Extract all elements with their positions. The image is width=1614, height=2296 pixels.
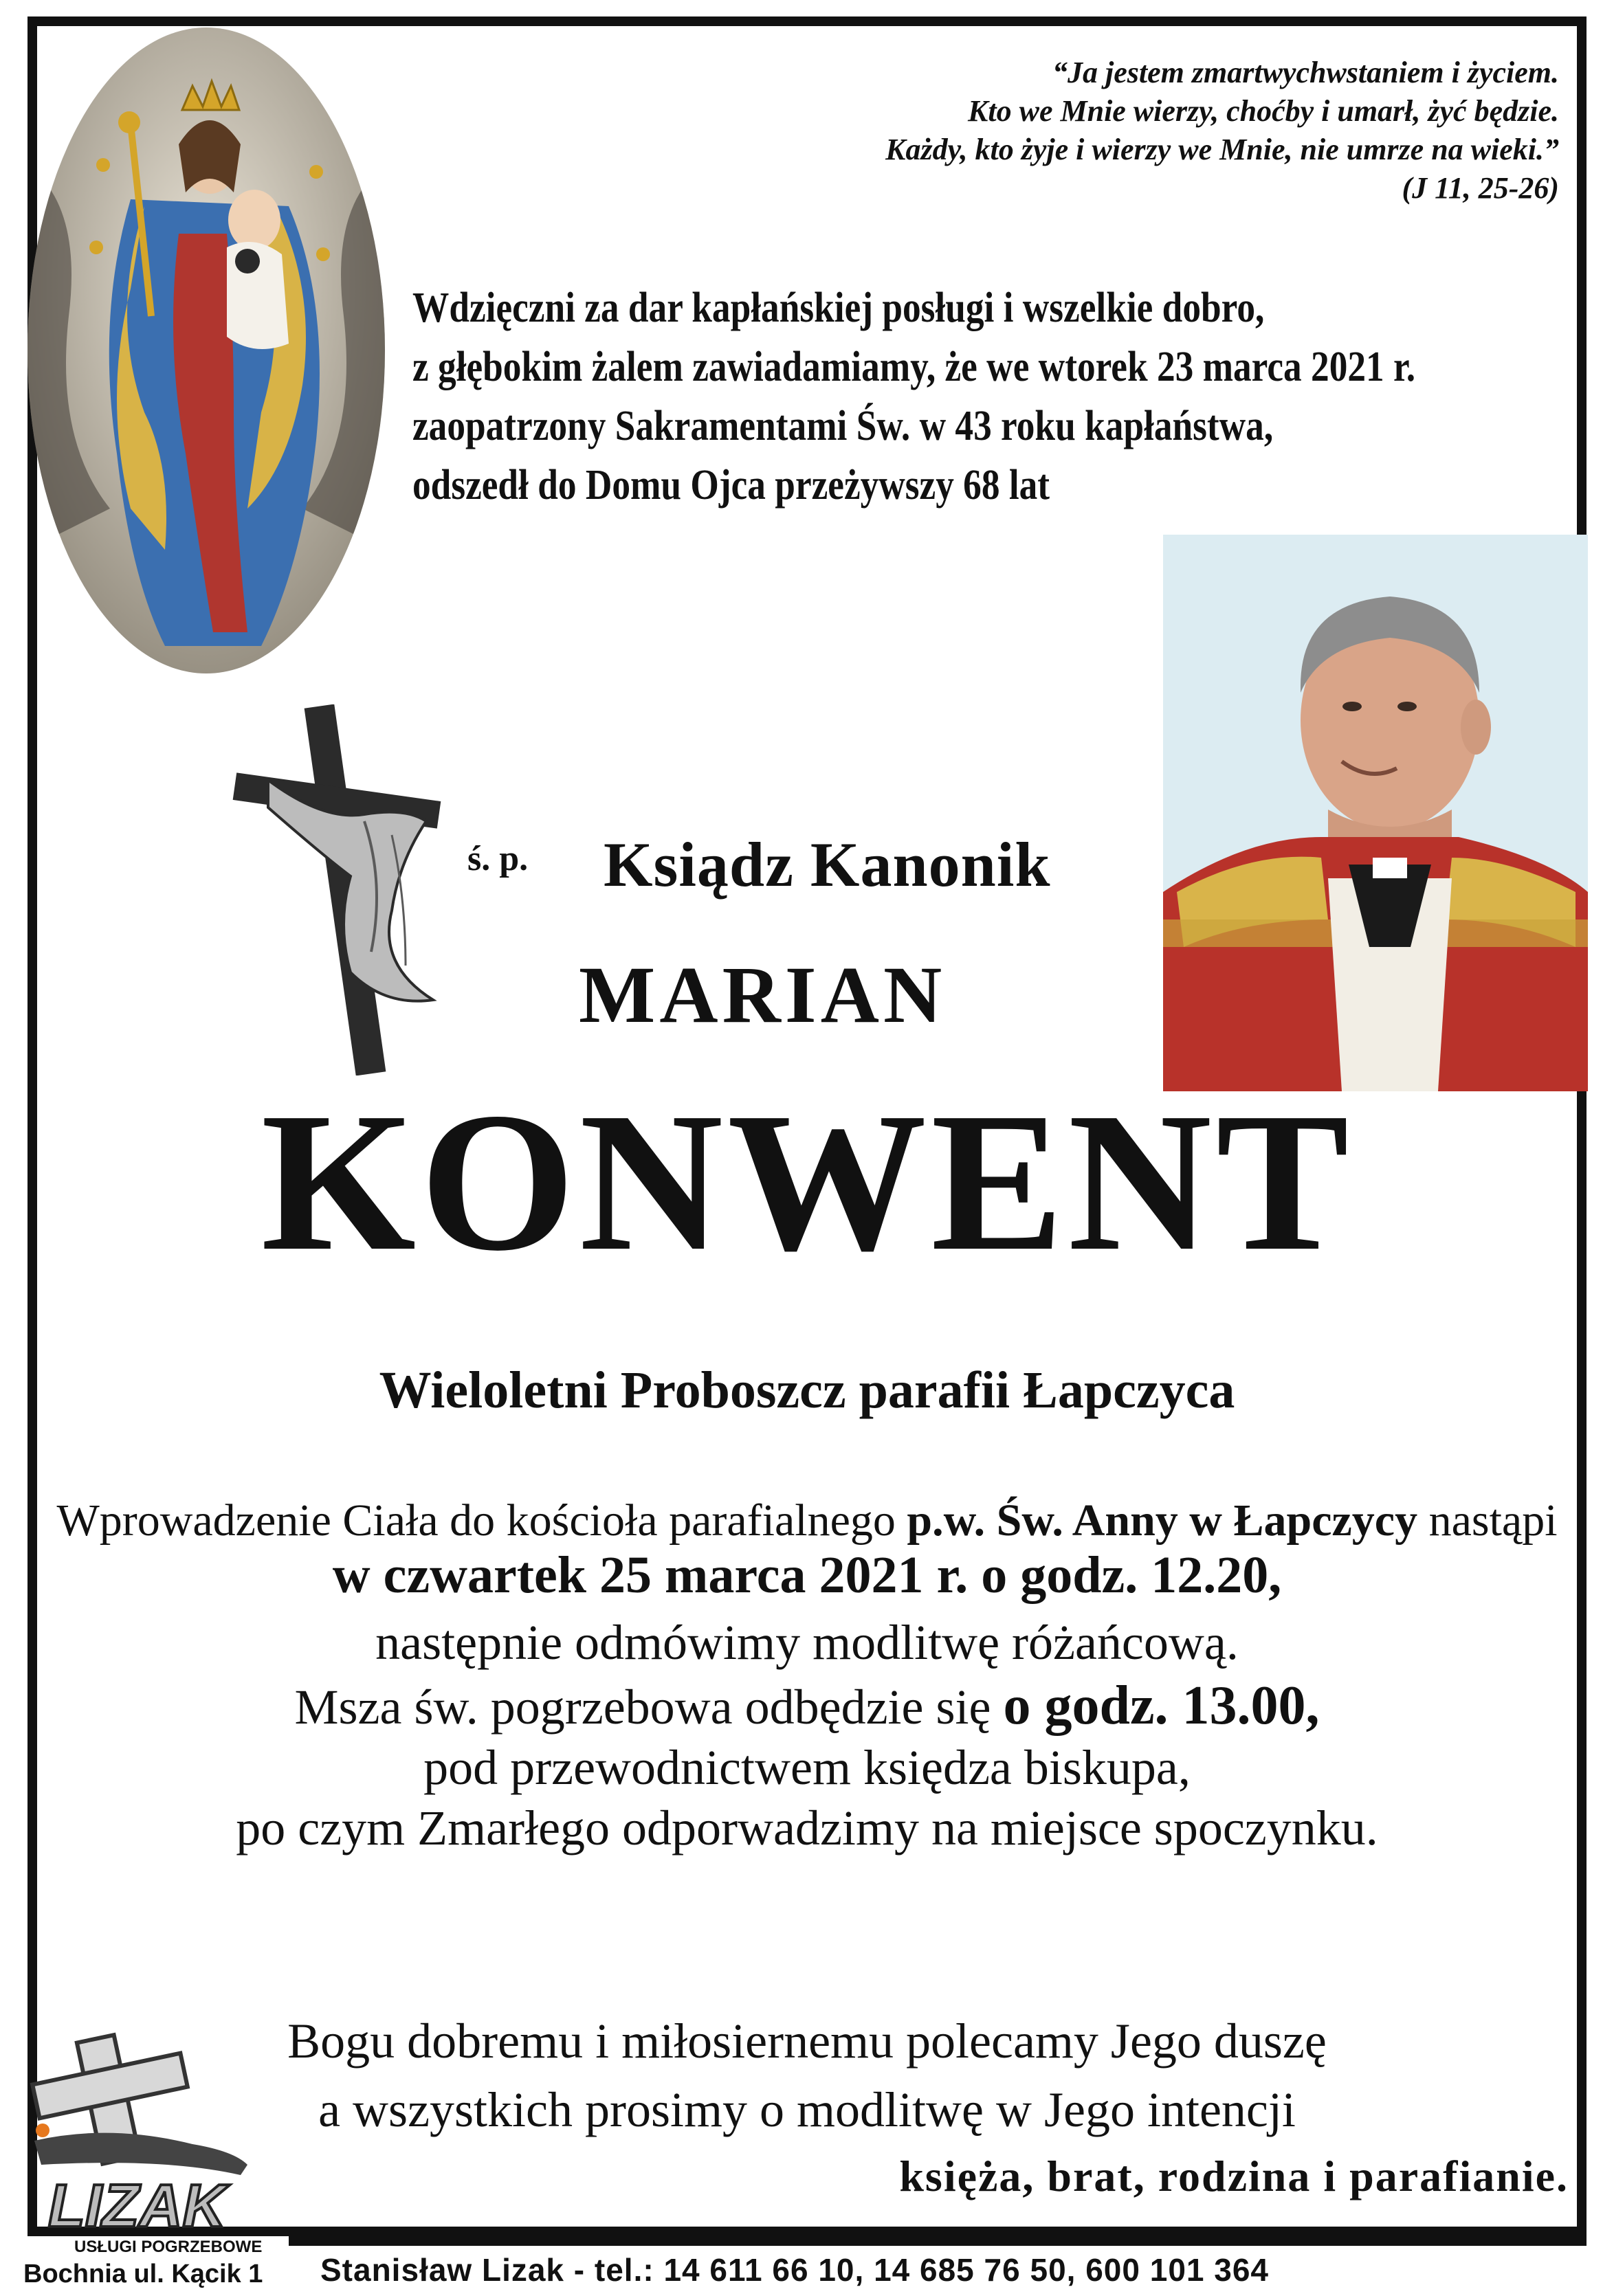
signature: księża, brat, rodzina i parafianie.: [899, 2152, 1569, 2200]
ceremony-line-1-end: nastąpi: [1417, 1495, 1558, 1546]
deceased-title: Ksiądz Kanonik: [604, 829, 1051, 900]
logo-word: LIZAK: [48, 2172, 227, 2233]
funeral-home-info: [23, 2238, 291, 2289]
ceremony-line-2: w czwartek 25 marca 2021 r. o godz. 12.20,: [332, 1546, 1282, 1604]
closing-line-1: Bogu dobremu i miłosiernemu polecamy Jego duszę: [287, 2014, 1327, 2069]
intro-line: zaopatrzony Sakramentami Św. w 43 roku kapłaństwa,: [412, 403, 1274, 449]
ceremony-line-5: pod przewodnictwem księdza biskupa,: [423, 1740, 1191, 1795]
logo-subtitle: USŁUGI POGRZEBOWE: [74, 2238, 263, 2256]
cross-with-cloth-icon: [227, 704, 488, 1075]
priest-photo: [1163, 535, 1588, 1091]
footer-divider: [289, 2236, 1587, 2246]
intro-line: odszedł do Domu Ojca przeżywszy 68 lat: [412, 462, 1050, 509]
ceremony-line-4: [0, 1675, 1614, 1736]
intro-line: z głębokim żalem zawiadamiamy, że we wtorek 23 marca 2021 r.: [412, 344, 1416, 390]
ceremony-line-1: [0, 1495, 1614, 1546]
ceremony-line-1-text: Wprowadzenie Ciała do kościoła parafialnego: [56, 1495, 907, 1546]
deceased-last-name: KONWENT: [261, 1071, 1353, 1292]
bible-quote: [665, 54, 1559, 208]
church-name: p.w. Św. Anny w Łapczycy: [907, 1495, 1418, 1546]
announcement-intro: [412, 278, 1429, 515]
funeral-home-address: Bochnia ul. Kącik 1: [23, 2260, 263, 2288]
deceased-role: Wieloletni Proboszcz parafii Łapczyca: [379, 1361, 1235, 1419]
funeral-home-contact: Stanisław Lizak - tel.: 14 611 66 10, 14 685 76 50, 600 101 364: [320, 2252, 1270, 2288]
quote-line: Każdy, kto żyje i wierzy we Mnie, nie umrze na wieki.”: [885, 133, 1559, 166]
closing-line-2: a wszystkich prosimy o modlitwę w Jego intencji: [318, 2082, 1296, 2137]
intro-line: Wdzięczni za dar kapłańskiej posługi i wszelkie dobro,: [412, 285, 1265, 331]
mass-text: Msza św. pogrzebowa odbędzie się: [294, 1680, 1004, 1735]
quote-line: “Ja jestem zmartwychwstaniem i życiem.: [1052, 56, 1559, 89]
ceremony-details: [0, 1495, 1614, 1855]
mass-time: o godz. 13.00,: [1003, 1675, 1320, 1736]
quote-line: Kto we Mnie wierzy, choćby i umarł, żyć będzie.: [968, 94, 1559, 128]
deceased-prefix: ś. p.: [467, 839, 529, 878]
quote-reference: (J 11, 25-26): [1402, 171, 1559, 205]
deceased-first-name: MARIAN: [579, 950, 947, 1040]
ceremony-line-3: następnie odmówimy modlitwę różańcową.: [375, 1615, 1239, 1670]
madonna-image: [27, 27, 385, 673]
funeral-home-logo: [27, 2027, 268, 2233]
ceremony-line-6: po czym Zmarłego odporwadzimy na miejsce spoczynku.: [236, 1801, 1378, 1855]
